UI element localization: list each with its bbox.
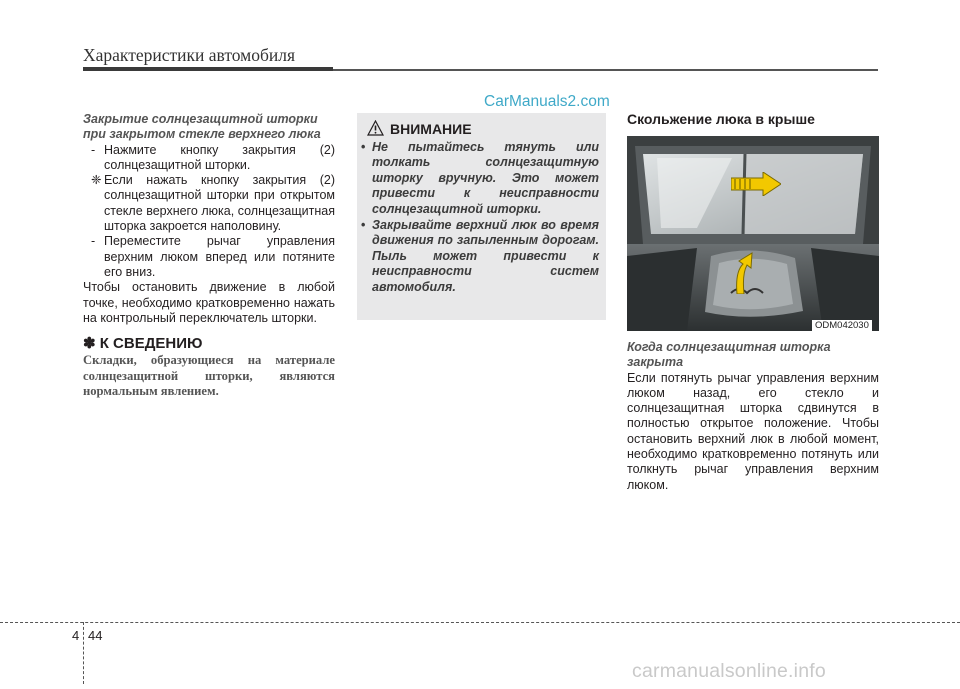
header-rule [83,67,333,71]
chapter-number: 4 [72,628,80,643]
warning-triangle-icon [367,120,384,136]
sunroof-photo-drawing [627,136,879,331]
section-subheading: Закрытие солнцезащитной шторки при закрытом стекле верхнего люка [83,112,321,142]
instruction-item [83,173,335,234]
arrow-right-icon [731,172,781,196]
instruction-item [83,234,335,280]
note-text: Складки, образующиеся на материале солнцезащитной шторки, являются нормальным явлением. [83,353,335,399]
figure-code: ODM042030 [812,320,872,331]
warning-text: Не пытайтесь тянуть или толкать солнцезащитную шторку вручную. Это может привести к неисправности солнцезащитной шторки. [372,140,599,216]
footer-divider [83,622,84,684]
watermark-footer-link[interactable]: carmanualsonline.info [632,660,826,682]
instruction-item [83,143,335,174]
note-title: ✽ К СВЕДЕНИЮ [83,335,203,353]
section-heading: Скольжение люка в крыше [627,111,815,127]
footer-rule [0,622,960,623]
instruction-text: Переместите рычаг управления верхним люком вперед или потяните его вниз. [104,234,335,279]
left-column [83,112,335,400]
list-dash: - [91,234,96,249]
bullet-icon: • [361,140,366,154]
page-number: 44 [88,628,103,643]
section-subheading: Когда солнцезащитная шторка закрыта [627,340,831,370]
header-rule-thin [333,69,878,71]
instruction-text: Нажмите кнопку закрытия (2) солнцезащитной шторки. [104,142,335,172]
warning-list [358,140,599,296]
sunroof-illustration [627,136,879,331]
warning-text: Закрывайте верхний люк во время движения по запыленным дорогам. Пыль может привести к неисправности систем автомобиля. [372,218,599,294]
right-column [627,340,879,493]
page-header-title: Характеристики автомобиля [83,45,296,65]
arrow-up-curved-icon [733,252,755,294]
bullet-icon: • [361,218,366,233]
body-paragraph: Если потянуть рычаг управления верхним люком назад, его стекло и солнцезащитная шторка сдвинутся в полностью открытое положение. Чтобы остановить верхний люк в любой момент, необходимо кратковременно потянуть или толкнуть рычаг управления верхним люком. [627,370,879,492]
warning-item [358,218,599,295]
watermark-link[interactable]: CarManuals2.com [484,93,610,110]
instruction-text: Если нажать кнопку закрытия (2) солнцезащитной шторки при открытом стекле верхнего люка, солнцезащитная шторка закроется наполовину. [104,173,335,234]
list-dash: - [91,142,96,157]
warning-item [358,140,599,217]
note-symbol: ❈ [91,173,102,188]
warning-title: ВНИМАНИЕ [390,121,472,137]
body-paragraph: Чтобы остановить движение в любой точке, необходимо кратковременно нажать на контрольный переключатель шторки. [83,280,335,325]
